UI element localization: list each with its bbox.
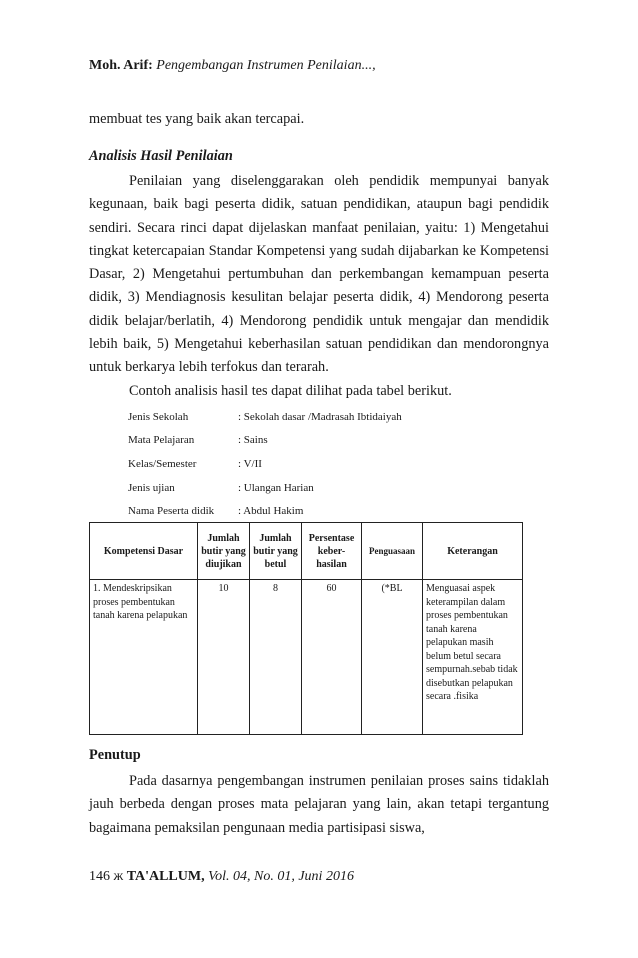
paragraph-analisis [89, 170, 549, 380]
col-header-diujikan: Jumlah butir yang diujikan [198, 523, 250, 580]
paragraph-contoh-text: Contoh analisis hasil tes dapat dilihat pada tabel berikut. [129, 383, 452, 399]
paragraph-penutup [89, 770, 549, 840]
footer-journal: TA'ALLUM, [126, 869, 205, 884]
col-header-persentase: Persentase keber-hasilan [302, 523, 362, 580]
cell-persentase: 60 [302, 580, 362, 735]
info-key: Jenis ujian [128, 482, 175, 494]
section-heading-analisis: Analisis Hasil Penilaian [89, 148, 233, 164]
footer-issue: Vol. 04, No. 01, Juni 2016 [208, 869, 354, 884]
running-header [89, 58, 376, 74]
paragraph-analisis-text: Penilaian yang diselenggarakan oleh pendidik mempunyai banyak kegunaan, baik bagi peserta didik, satuan pendidikan, ataupun bagi pendidik sendiri. Secara rinci dapat dijelaskan manfaat penilaian, yaitu: 1) Mengetahui tingkat ketercapaian Standar Kompetensi yang sudah dijabarkan ke Kompetensi Dasar, 2) Mengetahui pertumbuhan dan perkembangan kemampuan peserta didik, 3) Mendiagnosis kesulitan belajar peserta didik, 4) Mendorong peserta didik belajar/berlatih, 4) Mendorong pendidik untuk mengajar dan mendidik lebih baik, 5) Mengetahui keberhasilan satuan pendidikan dan mendorongnya untuk berkarya lebih terfokus dan terarah. [89, 173, 549, 376]
table-header-row [90, 523, 523, 580]
col-header-kompetensi: Kompetensi Dasar [90, 523, 198, 580]
info-key: Mata Pelajaran [128, 434, 195, 446]
paragraph-contoh [89, 380, 549, 403]
info-row [128, 505, 303, 517]
paragraph-penutup-text: Pada dasarnya pengembangan instrumen penilaian proses sains tidaklah jauh berbeda dengan proses mata pelajaran yang lain, akan tetapi tergantung bagaimana pemaksilan pengunaan media partisipasi siswa, [89, 773, 549, 836]
col-header-penguasaan: Penguasaan [362, 523, 423, 580]
info-row [128, 482, 314, 494]
running-footer [89, 869, 354, 885]
info-row [128, 411, 402, 423]
cell-keterangan: Menguasai aspek keterampilan dalam proses pembentukan tanah karena pelapukan masih belum betul secara sempurnah.sebab tidak disebutkan pelapukan secara .fisika [423, 580, 523, 735]
info-value: : V/II [238, 458, 262, 470]
info-value: : Sekolah dasar /Madrasah Ibtidaiyah [238, 411, 402, 423]
cell-kompetensi: 1. Mendeskripsikan proses pembentukan tanah karena pelapukan [90, 580, 198, 735]
section-heading-penutup: Penutup [89, 747, 141, 763]
info-row [128, 434, 268, 446]
info-value: : Ulangan Harian [238, 482, 314, 494]
header-title: Pengembangan Instrumen Penilaian..., [156, 58, 376, 73]
col-header-betul: Jumlah butir yang betul [250, 523, 302, 580]
cell-penguasaan: (*BL [362, 580, 423, 735]
analysis-table [89, 522, 523, 735]
info-row [128, 458, 262, 470]
continued-text: membuat tes yang baik akan tercapai. [89, 111, 305, 127]
col-header-keterangan: Keterangan [423, 523, 523, 580]
table-row [90, 580, 523, 735]
info-key: Nama Peserta didik [128, 505, 215, 517]
info-value: : Sains [238, 434, 268, 446]
header-author: Moh. Arif: [89, 58, 153, 73]
cell-diujikan: 10 [198, 580, 250, 735]
info-value: : Abdul Hakim [238, 505, 304, 517]
info-key: Jenis Sekolah [128, 411, 189, 423]
footer-page-number: 146 ж [89, 869, 124, 884]
cell-betul: 8 [250, 580, 302, 735]
info-key: Kelas/Semester [128, 458, 197, 470]
